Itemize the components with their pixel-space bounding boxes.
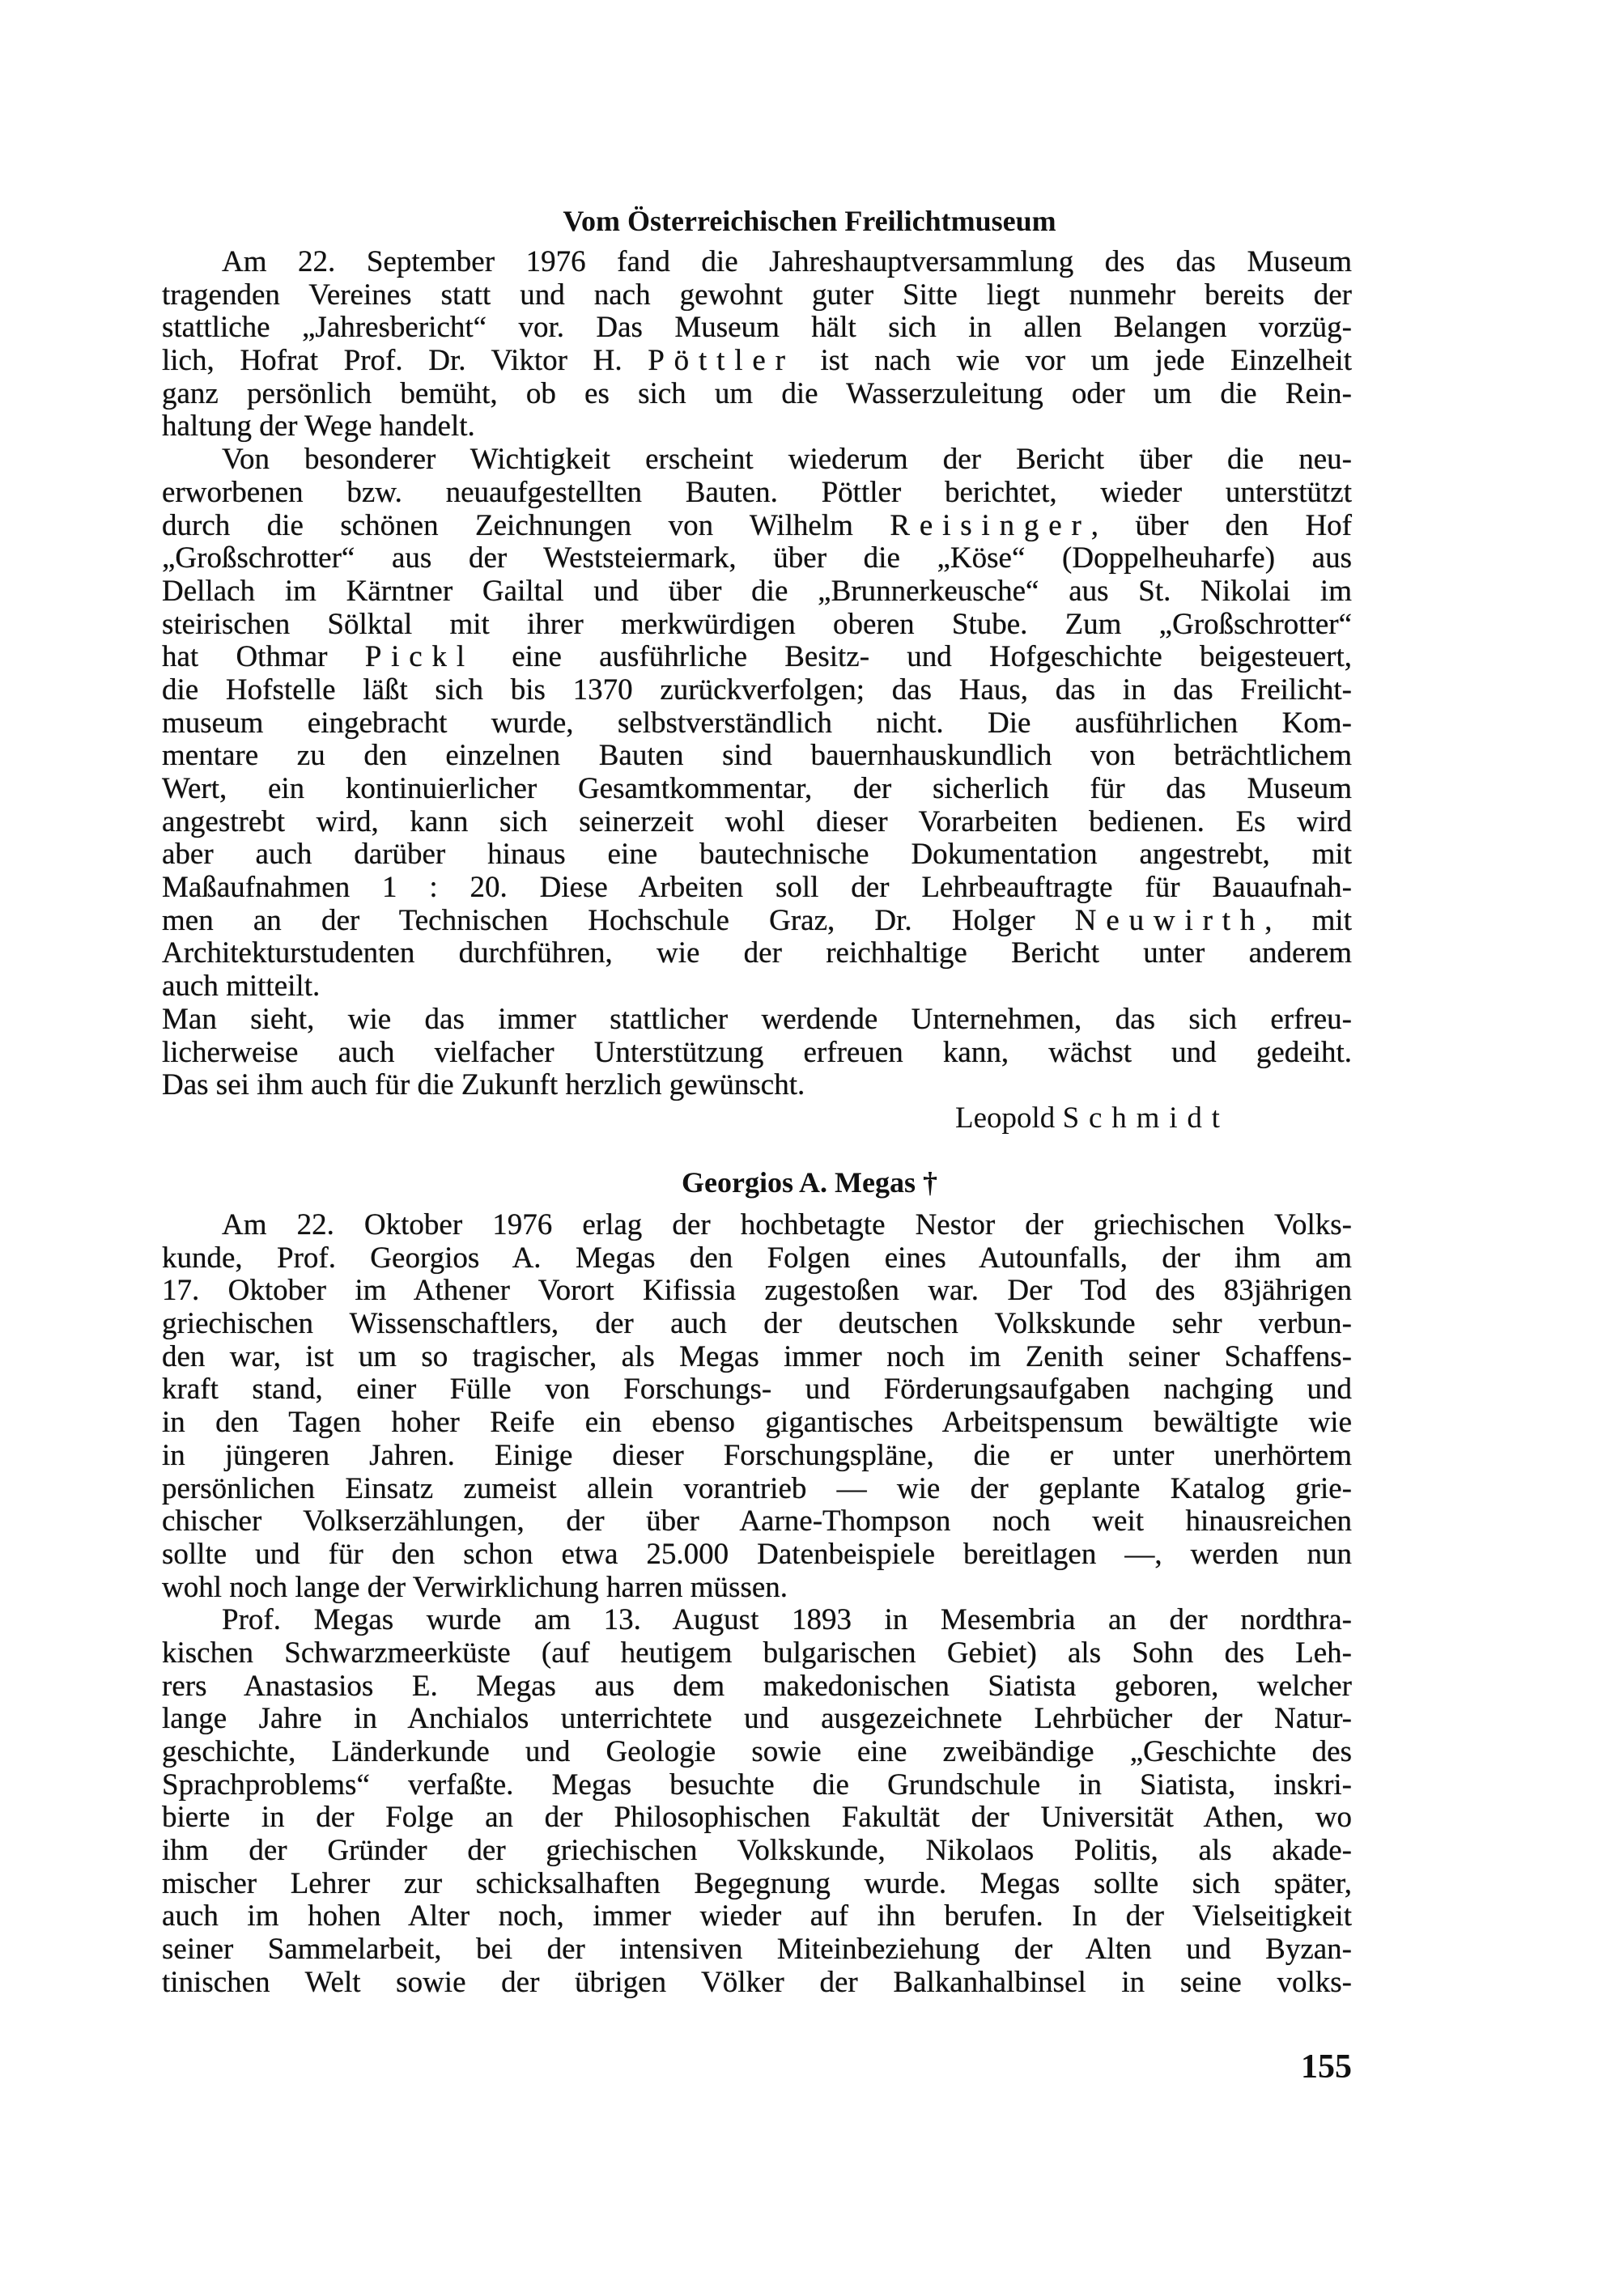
- text-segment: Am 22. September 1976 fand die Jahreshauptversammlung des das Museum: [222, 245, 1352, 278]
- text-line: [162, 1736, 1352, 1769]
- text-line: [162, 510, 1352, 543]
- text-segment: ist nach wie vor um jede Einzelheit: [794, 344, 1352, 378]
- text-line: [162, 872, 1352, 905]
- spaced-name: Reisinger: [890, 508, 1091, 542]
- text-line: [162, 1505, 1352, 1538]
- text-line: [162, 806, 1352, 839]
- text-line: [162, 1473, 1352, 1506]
- spaced-name: Pöttler: [648, 344, 795, 378]
- text-segment: rers Anastasios E. Megas aus dem makedonischen Siatista geboren, welcher: [162, 1669, 1352, 1703]
- text-line: [162, 1802, 1352, 1835]
- text-line: [162, 410, 1352, 443]
- text-segment: chischer Volkserzählungen, der über Aarne-Thompson noch weit hinausreichen: [162, 1504, 1352, 1538]
- spaced-name: Pickl: [364, 640, 474, 674]
- text-line: [162, 838, 1352, 872]
- text-line: [162, 279, 1352, 312]
- text-segment: „Großschrotter“ aus der Weststeiermark, über die „Köse“ (Doppelheuharfe) aus: [162, 541, 1352, 575]
- text-line: [162, 674, 1352, 707]
- text-line: [162, 1004, 1352, 1037]
- text-segment: geschichte, Länderkunde und Geologie sowie eine zweibändige „Geschichte des: [162, 1735, 1352, 1768]
- text-segment: ihm der Gründer der griechischen Volkskunde, Nikolaos Politis, als akade-: [162, 1834, 1352, 1868]
- text-segment: in jüngeren Jahren. Einige dieser Forschungspläne, die er unter unerhörtem: [162, 1438, 1352, 1472]
- text-segment: Prof. Megas wurde am 13. August 1893 in Mesembria an der nordthra-: [222, 1603, 1352, 1637]
- text-segment: Dellach im Kärntner Gailtal und über die „Brunnerkeusche“ aus St. Nikolai im: [162, 574, 1352, 608]
- text-line: [162, 1275, 1352, 1308]
- article2-body: [162, 1209, 1352, 2000]
- text-segment: Wert, ein kontinuierlicher Gesamtkommentar, der sicherlich für das Museum: [162, 772, 1352, 805]
- text-segment: angestrebt wird, kann sich seinerzeit wohl dieser Vorarbeiten bedienen. Es wird: [162, 804, 1352, 838]
- text-segment: Das sei ihm auch für die Zukunft herzlich gewünscht.: [162, 1068, 805, 1102]
- text-line: [162, 905, 1352, 938]
- text-line: [162, 740, 1352, 773]
- article1-body: [162, 246, 1352, 1102]
- text-segment: licherweise auch vielfacher Unterstützung erfreuen kann, wächst und gedeiht.: [162, 1035, 1352, 1069]
- text-segment: auch mitteilt.: [162, 970, 321, 1004]
- text-segment: stattliche „Jahresbericht“ vor. Das Museum hält sich in allen Belangen vorzüg-: [162, 311, 1352, 345]
- text-segment: mischer Lehrer zur schicksalhaften Begegnung wurde. Megas sollte sich später,: [162, 1866, 1352, 1900]
- text-segment: museum eingebracht wurde, selbstverständlich nicht. Die ausführlichen Kom-: [162, 706, 1352, 740]
- text-line: [162, 542, 1352, 575]
- text-line: [162, 1242, 1352, 1275]
- text-segment: ganz persönlich bemüht, ob es sich um die Wasserzuleitung oder um die Rein-: [162, 376, 1352, 410]
- text-line: [162, 312, 1352, 345]
- text-line: [162, 1933, 1352, 1967]
- text-line: [162, 1900, 1352, 1933]
- spaced-name: Neuwirth: [1074, 903, 1265, 937]
- text-line: [162, 443, 1352, 477]
- text-segment: , über den Hof: [1090, 508, 1352, 542]
- text-segment: Maßaufnahmen 1 : 20. Diese Arbeiten soll der Lehrbeauftragte für Bauaufnah-: [162, 871, 1352, 905]
- signature: [955, 1102, 1271, 1135]
- text-segment: Sprachproblems“ verfaßte. Megas besuchte die Grundschule in Siatista, inskri-: [162, 1768, 1352, 1802]
- text-line: [162, 1538, 1352, 1572]
- text-segment: die Hofstelle läßt sich bis 1370 zurückverfolgen; das Haus, das in das Freilicht-: [162, 673, 1352, 707]
- signature-first-name: Leopold: [955, 1101, 1063, 1135]
- text-segment: steirischen Sölktal mit ihrer merkwürdigen oberen Stube. Zum „Großschrotter“: [162, 607, 1352, 641]
- text-segment: den war, ist um so tragischer, als Megas immer noch im Zenith seiner Schaffens-: [162, 1339, 1352, 1373]
- text-line: [162, 773, 1352, 806]
- text-segment: tinischen Welt sowie der übrigen Völker der Balkanhalbinsel in seine volks-: [162, 1965, 1352, 1999]
- text-line: [162, 1868, 1352, 1901]
- text-line: [162, 477, 1352, 510]
- text-segment: erworbenen bzw. neuaufgestellten Bauten. Pöttler berichtet, wieder unterstützt: [162, 475, 1352, 509]
- text-line: [162, 1670, 1352, 1704]
- text-segment: lange Jahre in Anchialos unterrichtete und ausgezeichnete Lehrbücher der Natur-: [162, 1702, 1352, 1736]
- text-line: [162, 1407, 1352, 1440]
- text-line: [162, 937, 1352, 970]
- text-line: [162, 1703, 1352, 1736]
- text-segment: Man sieht, wie das immer stattlicher werdende Unternehmen, das sich erfreu-: [162, 1002, 1352, 1036]
- text-segment: , mit: [1264, 903, 1352, 937]
- text-segment: 17. Oktober im Athener Vorort Kifissia zugestoßen war. Der Tod des 83jährigen: [162, 1274, 1352, 1308]
- text-segment: kraft stand, einer Fülle von Forschungs- und Förderungsaufgaben nachging und: [162, 1373, 1352, 1407]
- page-number: 155: [1301, 2048, 1352, 2086]
- text-segment: Architekturstudenten durchführen, wie der reichhaltige Bericht unter anderem: [162, 936, 1352, 970]
- text-line: [162, 641, 1352, 674]
- text-segment: seiner Sammelarbeit, bei der intensiven Miteinbeziehung der Alten und Byzan-: [162, 1933, 1352, 1967]
- text-line: [162, 1069, 1352, 1102]
- text-segment: men an der Technischen Hochschule Graz, Dr. Holger: [162, 903, 1075, 937]
- text-line: [162, 970, 1352, 1004]
- text-segment: aber auch darüber hinaus eine bautechnische Dokumentation angestrebt, mit: [162, 838, 1352, 872]
- text-segment: kischen Schwarzmeerküste (auf heutigem bulgarischen Gebiet) als Sohn des Leh-: [162, 1636, 1352, 1670]
- text-line: [162, 1373, 1352, 1407]
- text-line: [162, 1037, 1352, 1070]
- signature-last-name: Schmidt: [1062, 1101, 1230, 1135]
- text-line: [162, 1637, 1352, 1670]
- text-line: [162, 1440, 1352, 1473]
- text-segment: Von besonderer Wichtigkeit erscheint wiederum der Bericht über die neu-: [222, 443, 1352, 477]
- text-line: [162, 345, 1352, 378]
- text-segment: bierte in der Folge an der Philosophischen Fakultät der Universität Athen, wo: [162, 1801, 1352, 1835]
- text-line: [162, 609, 1352, 642]
- text-segment: mentare zu den einzelnen Bauten sind bauernhauskundlich von beträchtlichem: [162, 739, 1352, 773]
- text-line: [162, 1835, 1352, 1868]
- text-segment: hat Othmar: [162, 640, 365, 674]
- text-segment: sollte und für den schon etwa 25.000 Datenbeispiele bereitlagen —, werden nun: [162, 1537, 1352, 1571]
- text-segment: tragenden Vereines statt und nach gewohnt guter Sitte liegt nunmehr bereits der: [162, 278, 1352, 312]
- text-line: [162, 575, 1352, 609]
- text-segment: Am 22. Oktober 1976 erlag der hochbetagte Nestor der griechischen Volks-: [222, 1208, 1352, 1241]
- text-line: [162, 1572, 1352, 1605]
- text-segment: eine ausführliche Besitz- und Hofgeschichte beigesteuert,: [474, 640, 1352, 674]
- text-segment: wohl noch lange der Verwirklichung harren müssen.: [162, 1570, 788, 1604]
- text-segment: auch im hohen Alter noch, immer wieder auf ihn berufen. In der Vielseitigkeit: [162, 1899, 1352, 1933]
- text-line: [162, 707, 1352, 741]
- text-line: [162, 1341, 1352, 1374]
- text-segment: durch die schönen Zeichnungen von Wilhelm: [162, 508, 890, 542]
- text-line: [162, 1604, 1352, 1637]
- text-segment: griechischen Wissenschaftlers, der auch der deutschen Volkskunde sehr verbun-: [162, 1307, 1352, 1341]
- text-line: [162, 378, 1352, 411]
- text-line: [162, 1308, 1352, 1341]
- text-line: [162, 1209, 1352, 1242]
- text-line: [162, 1967, 1352, 2000]
- article2-title: Georgios A. Megas †: [682, 1166, 937, 1199]
- text-segment: haltung der Wege handelt.: [162, 410, 475, 443]
- text-line: [162, 246, 1352, 279]
- text-segment: in den Tagen hoher Reife ein ebenso gigantisches Arbeitspensum bewältigte wie: [162, 1406, 1352, 1440]
- text-line: [162, 1769, 1352, 1802]
- text-segment: lich, Hofrat Prof. Dr. Viktor H.: [162, 344, 648, 378]
- article1-title: Vom Österreichischen Freilichtmuseum: [563, 205, 1056, 237]
- text-segment: kunde, Prof. Georgios A. Megas den Folgen eines Autounfalls, der ihm am: [162, 1241, 1352, 1275]
- text-segment: persönlichen Einsatz zumeist allein vorantrieb — wie der geplante Katalog grie-: [162, 1471, 1352, 1505]
